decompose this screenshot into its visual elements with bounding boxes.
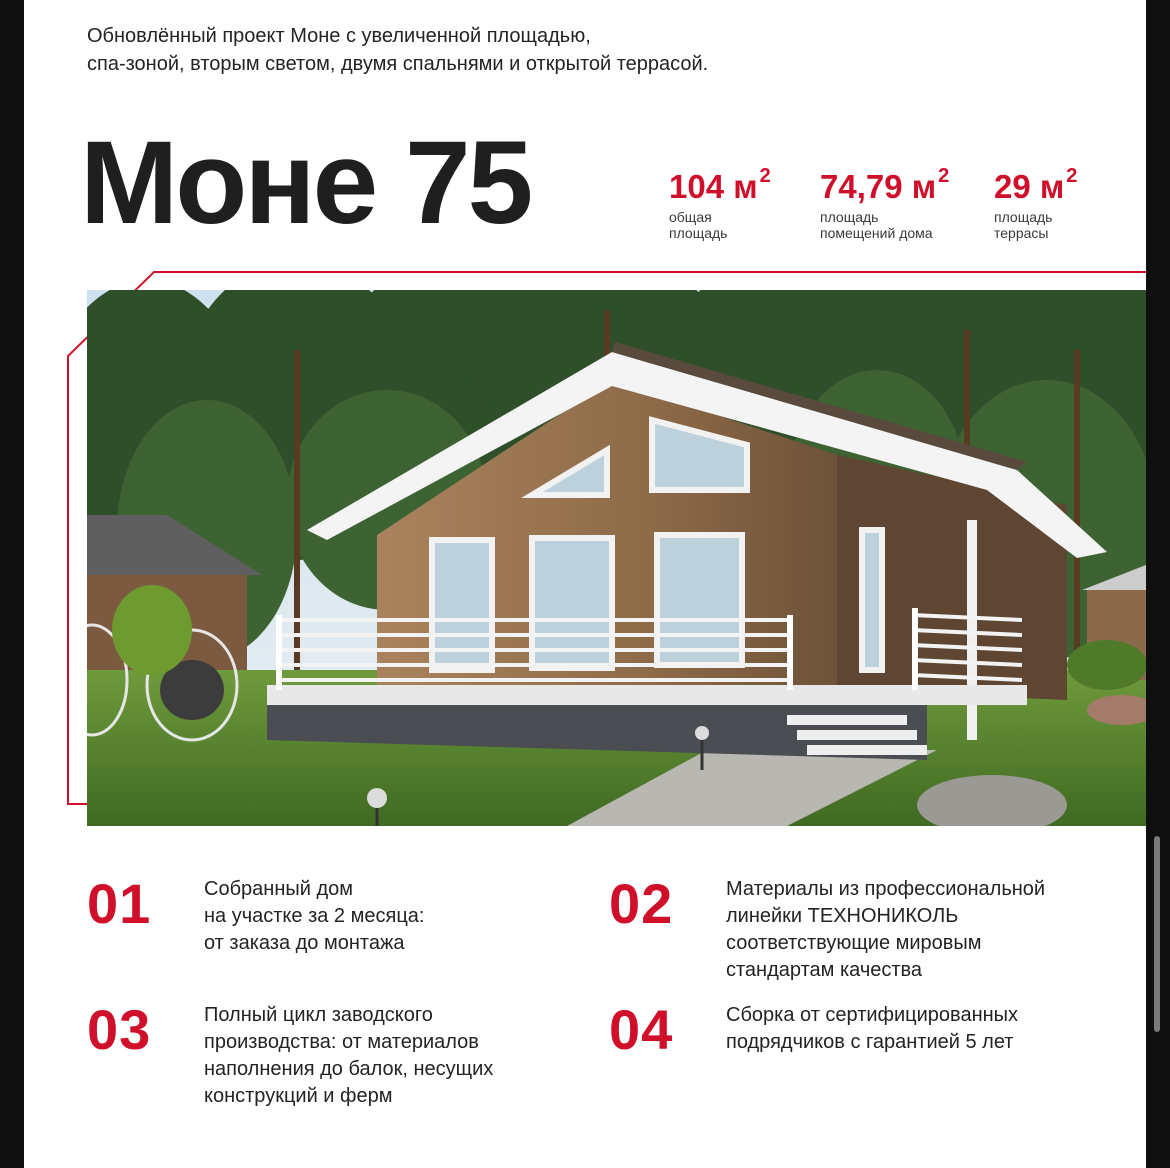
stat-value: 29 м $^2$ [994,165,1078,205]
document-page [24,0,1146,1168]
stat-value: 74,79 м $^2$ [820,165,950,205]
scrollbar-thumb[interactable] [1154,836,1160,1032]
stat-label: общая площадь [669,209,728,241]
feature-text: Сборка от сертифицированных подрядчиков с гарантией 5 лет [726,1004,1019,1053]
intro-line: спа-зоной, вторым светом, двумя спальнями и открытой террасой. [87,53,709,75]
project-title: Моне 75 [80,117,531,249]
feature-number: 04 [609,998,674,1061]
feature-number: 03 [87,998,152,1061]
scrollbar[interactable] [1153,0,1161,1168]
stat-label: площадь террасы [994,209,1053,241]
stat-label: площадь помещений дома [820,209,933,241]
feature-text: Материалы из профессиональной линейки ТЕХНОНИКОЛЬ соответствующие мировым стандартам качества [726,878,1046,981]
house-photo [87,290,1146,826]
stat-value: 104 м $^2$ [669,165,771,205]
feature-text: Полный цикл заводского производства: от материалов наполнения до балок, несущих конструкций и ферм [204,1004,494,1107]
feature-number: 01 [87,872,152,935]
feature-text: Собранный дом на участке за 2 месяца: от заказа до монтажа [204,878,425,954]
feature-number: 02 [609,872,674,935]
intro-line: Обновлённый проект Моне с увеличенной площадью, [87,25,591,47]
